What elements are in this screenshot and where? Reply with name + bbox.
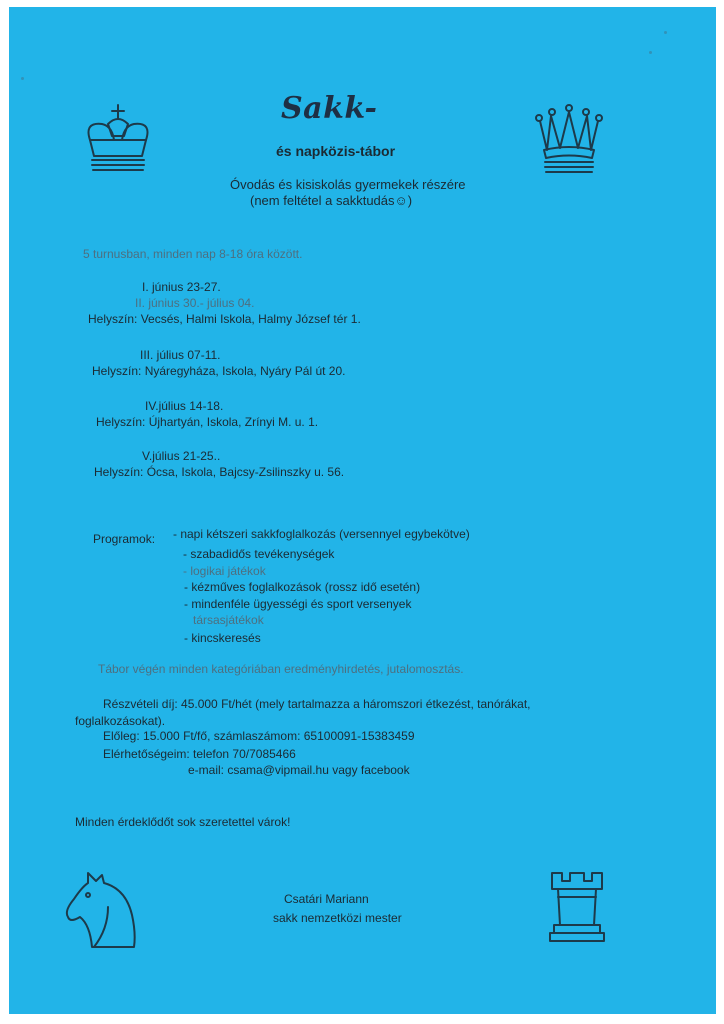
scan-speck (649, 51, 652, 54)
program-item: - kézműves foglalkozások (rossz idő esetén) (184, 580, 421, 594)
scan-speck (664, 31, 667, 34)
program-item: - logikai játékok (183, 564, 266, 578)
audience-line: Óvodás és kisiskolás gyermekek részére (230, 177, 466, 192)
venue-line (92, 364, 345, 378)
venue-label: Helyszín: (92, 364, 142, 378)
requirement-note: (nem feltétel a sakktudás☺) (250, 193, 413, 208)
phone-line: Elérhetőségeim: telefon 70/7085466 (103, 747, 296, 761)
deposit-line: Előleg: 15.000 Ft/fő, számlaszámom: 65100091-15383459 (103, 729, 415, 743)
flyer-title: Sakk- (281, 91, 378, 126)
fee-line-continued: foglalkozásokat). (75, 714, 166, 728)
program-item: - mindenféle ügyességi és sport versenyek (184, 597, 412, 611)
session-5-dates: V.július 21-25.. (142, 449, 221, 463)
venue-address: Újhartyán, Iskola, Zrínyi M. u. 1. (148, 415, 319, 429)
session-4-dates: IV.július 14-18. (145, 399, 224, 413)
venue-label: Helyszín: (94, 465, 144, 479)
venue-address: Vecsés, Halmi Iskola, Halmy József tér 1. (140, 312, 361, 326)
program-item: - szabadidős tevékenységek (183, 547, 335, 561)
venue-label: Helyszín: (96, 415, 146, 429)
session-1-dates: I. június 23-27. (142, 280, 221, 294)
chess-rook-icon (546, 869, 608, 943)
chess-king-icon (80, 102, 156, 177)
scan-speck (21, 77, 24, 80)
venue-address: Nyáregyháza, Iskola, Nyáry Pál út 20. (144, 364, 346, 378)
fee-line: Részvételi díj: 45.000 Ft/hét (mely tartalmazza a háromszori étkezést, tanórákat, (103, 697, 531, 711)
chess-knight-icon (62, 867, 142, 951)
venue-line (94, 465, 344, 479)
program-item: - kincskeresés (184, 631, 261, 645)
session-3-dates: III. július 07-11. (140, 348, 221, 362)
venue-label: Helyszín: (88, 312, 138, 326)
venue-line (88, 312, 361, 326)
organizer-name: Csatári Mariann (284, 892, 369, 906)
venue-address: Ócsa, Iskola, Bajcsy-Zsilinszky u. 56. (146, 465, 345, 479)
flyer-subtitle: és napközis-tábor (276, 143, 396, 159)
organizer-title: sakk nemzetközi mester (273, 911, 402, 925)
program-item: társasjátékok (193, 613, 264, 627)
chess-queen-icon (532, 104, 606, 176)
flyer-page (9, 7, 716, 1014)
program-item: - napi kétszeri sakkfoglalkozás (versennyel egybekötve) (173, 527, 470, 541)
session-2-dates: II. június 30.- július 04. (135, 296, 255, 310)
email-line: e-mail: csama@vipmail.hu vagy facebook (188, 763, 410, 777)
schedule-intro: 5 turnusban, minden nap 8-18 óra között. (83, 247, 303, 261)
venue-line (96, 415, 318, 429)
invitation-line: Minden érdeklődőt sok szeretettel várok! (75, 815, 291, 829)
programs-closing: Tábor végén minden kategóriában eredményhirdetés, jutalomosztás. (98, 662, 464, 676)
programs-label: Programok: (93, 532, 156, 546)
